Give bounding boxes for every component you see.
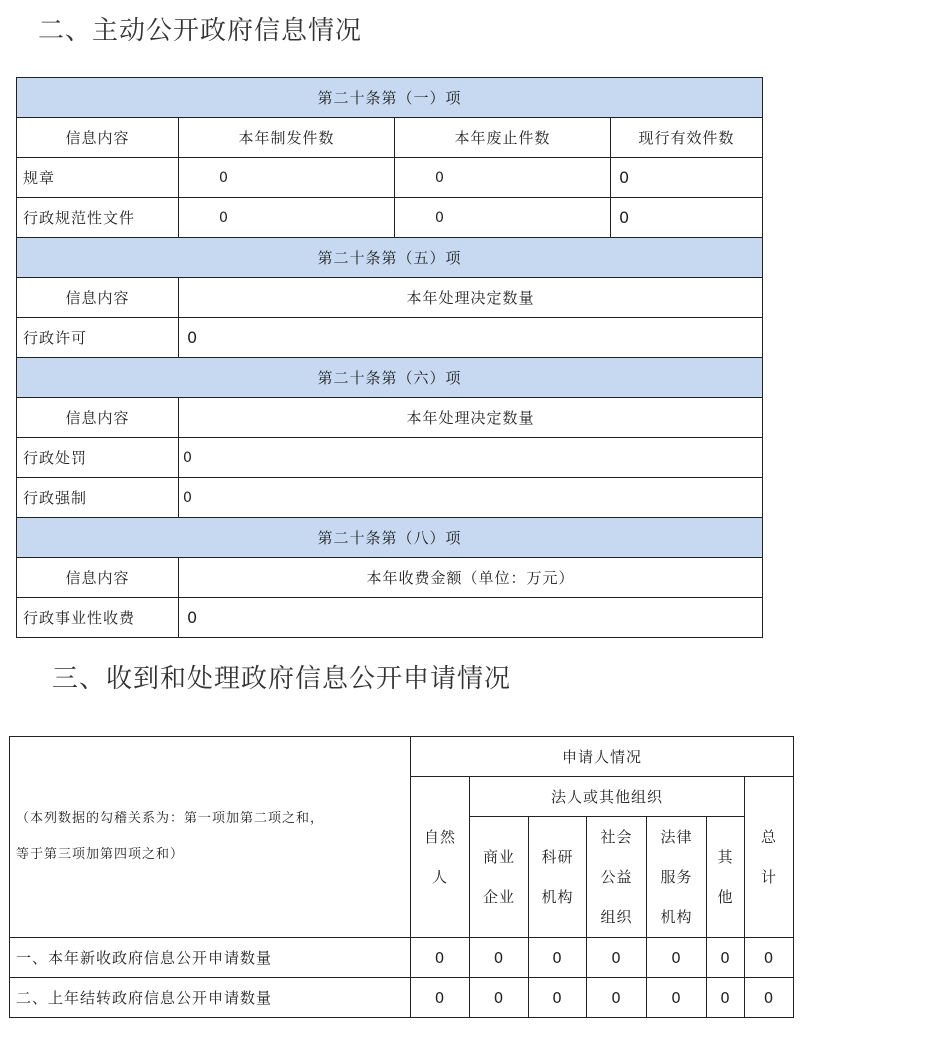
table-row — [17, 198, 763, 238]
row-label: 二、上年结转政府信息公开申请数量 — [10, 978, 411, 1018]
header-line: 其 — [717, 848, 734, 866]
other-header — [707, 817, 745, 938]
application-table — [9, 736, 794, 1018]
header-line: 总 — [761, 828, 778, 846]
table-row — [17, 118, 763, 158]
total-header — [745, 777, 794, 938]
natural-person-header — [411, 777, 470, 938]
article-8-header: 第二十条第（八）项 — [17, 518, 763, 558]
cell-value: 0 — [179, 478, 763, 518]
cell-value: 0 — [745, 938, 794, 978]
cell-value: 0 — [179, 158, 395, 198]
column-header: 信息内容 — [17, 558, 179, 598]
column-header: 信息内容 — [17, 278, 179, 318]
section-3-title: 三、收到和处理政府信息公开申请情况 — [52, 664, 512, 694]
cell-value: 0 — [179, 198, 395, 238]
cell-value: 0 — [179, 438, 763, 478]
social-welfare-header — [587, 817, 647, 938]
cell-value: 0 — [470, 938, 529, 978]
table-row — [17, 358, 763, 398]
cell-value: 0 — [611, 158, 763, 198]
applicant-header: 申请人情况 — [411, 737, 794, 777]
cell-value: 0 — [707, 938, 745, 978]
table-row — [17, 318, 763, 358]
table-row — [10, 978, 794, 1018]
table-row — [17, 398, 763, 438]
column-header: 本年收费金额（单位：万元） — [179, 558, 763, 598]
column-header: 本年处理决定数量 — [179, 398, 763, 438]
row-label: 规章 — [17, 158, 179, 198]
table-row — [17, 238, 763, 278]
table-row — [17, 558, 763, 598]
column-header: 本年废止件数 — [395, 118, 611, 158]
business-header — [470, 817, 529, 938]
cell-value: 0 — [611, 198, 763, 238]
header-line: 法律 — [660, 828, 693, 846]
table-row — [17, 278, 763, 318]
header-line: 机构 — [541, 888, 574, 906]
header-line: 社会 — [600, 828, 633, 846]
table-row — [17, 478, 763, 518]
row-label: 行政处罚 — [17, 438, 179, 478]
cell-value: 0 — [587, 978, 647, 1018]
cell-value: 0 — [707, 978, 745, 1018]
cell-value: 0 — [470, 978, 529, 1018]
column-header: 本年制发件数 — [179, 118, 395, 158]
note-line-2: 等于第三项加第四项之和） — [16, 847, 185, 862]
header-line: 公益 — [600, 868, 633, 886]
header-line: 商业 — [482, 848, 515, 866]
column-header: 现行有效件数 — [611, 118, 763, 158]
column-header: 信息内容 — [17, 398, 179, 438]
cell-value: 0 — [411, 938, 470, 978]
section-2-title: 二、主动公开政府信息情况 — [38, 16, 363, 46]
cell-value: 0 — [179, 598, 763, 638]
cell-value: 0 — [395, 198, 611, 238]
cell-value: 0 — [179, 318, 763, 358]
table-row — [17, 518, 763, 558]
table-row — [10, 737, 794, 777]
row-label: 行政许可 — [17, 318, 179, 358]
header-line: 人 — [431, 868, 448, 886]
row-label: 行政事业性收费 — [17, 598, 179, 638]
row-label: 一、本年新收政府信息公开申请数量 — [10, 938, 411, 978]
cell-value: 0 — [529, 938, 587, 978]
row-label: 行政规范性文件 — [17, 198, 179, 238]
header-line: 计 — [761, 868, 778, 886]
cell-value: 0 — [647, 978, 707, 1018]
column-header: 信息内容 — [17, 118, 179, 158]
proactive-disclosure-table — [16, 77, 763, 638]
research-header — [529, 817, 587, 938]
note-line-1: （本列数据的勾稽关系为：第一项加第二项之和， — [16, 811, 325, 826]
table-row — [17, 78, 763, 118]
table-row — [17, 438, 763, 478]
header-line: 服务 — [660, 868, 693, 886]
header-line: 机构 — [660, 908, 693, 926]
cell-value: 0 — [395, 158, 611, 198]
reconciliation-note — [10, 737, 411, 938]
cell-value: 0 — [647, 938, 707, 978]
header-line: 自然 — [423, 828, 456, 846]
table-row — [10, 938, 794, 978]
legal-service-header — [647, 817, 707, 938]
header-line: 企业 — [482, 888, 515, 906]
header-line: 他 — [717, 888, 734, 906]
table-row — [17, 158, 763, 198]
row-label: 行政强制 — [17, 478, 179, 518]
cell-value: 0 — [587, 938, 647, 978]
article-6-header: 第二十条第（六）项 — [17, 358, 763, 398]
article-1-header: 第二十条第（一）项 — [17, 78, 763, 118]
cell-value: 0 — [411, 978, 470, 1018]
legal-entity-header: 法人或其他组织 — [470, 777, 745, 817]
header-line: 科研 — [541, 848, 574, 866]
cell-value: 0 — [745, 978, 794, 1018]
column-header: 本年处理决定数量 — [179, 278, 763, 318]
header-line: 组织 — [600, 908, 633, 926]
cell-value: 0 — [529, 978, 587, 1018]
table-row — [17, 598, 763, 638]
article-5-header: 第二十条第（五）项 — [17, 238, 763, 278]
